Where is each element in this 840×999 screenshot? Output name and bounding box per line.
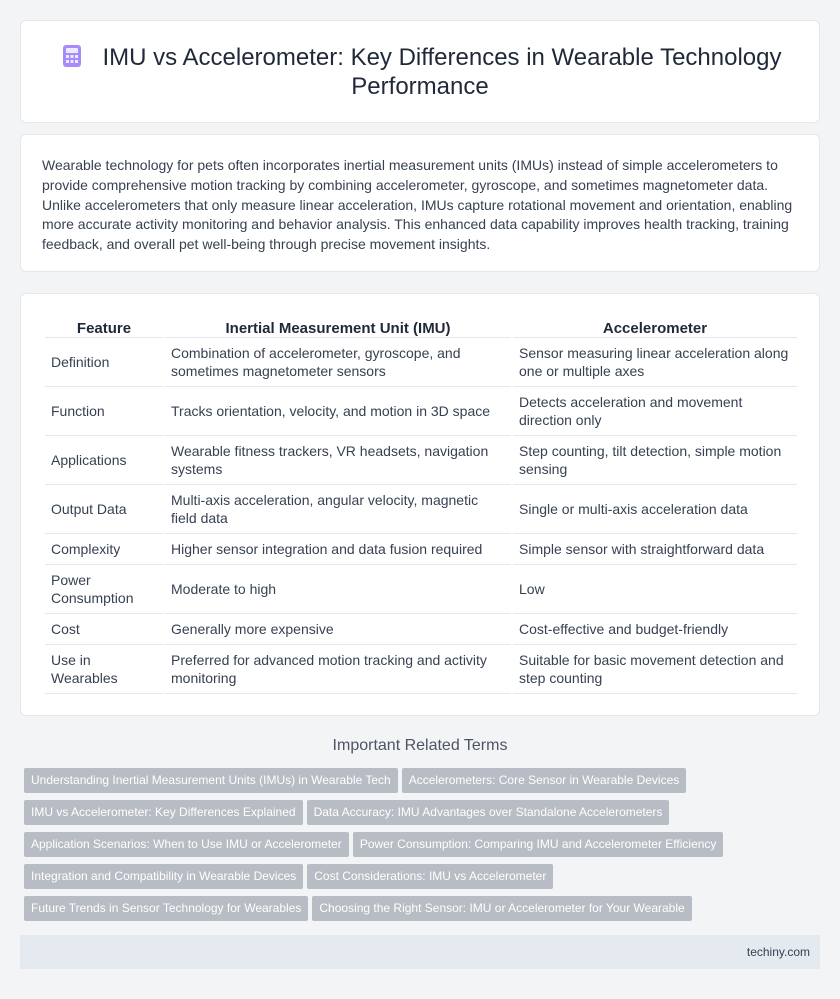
related-terms-list [24, 768, 824, 928]
footer [20, 935, 820, 969]
calculator-icon [59, 43, 85, 69]
table-row [45, 436, 797, 485]
related-term-link[interactable]: Integration and Compatibility in Wearable Devices [24, 864, 303, 889]
table-cell: Higher sensor integration and data fusion required [165, 534, 511, 565]
related-term-link[interactable]: Accelerometers: Core Sensor in Wearable Devices [402, 768, 687, 793]
table-cell: Function [45, 387, 163, 436]
footer-site-link[interactable]: techiny.com [746, 945, 810, 959]
table-cell: Cost [45, 614, 163, 645]
table-cell: Detects acceleration and movement direction only [513, 387, 797, 436]
table-cell: Definition [45, 338, 163, 387]
table-cell: Wearable fitness trackers, VR headsets, navigation systems [165, 436, 511, 485]
table-header-imu: Inertial Measurement Unit (IMU) [165, 316, 511, 338]
intro-paragraph: Wearable technology for pets often incorporates inertial measurement units (IMUs) instead of simple accelerometers to provide comprehensive motion tracking by combining accelerometer, gyroscope, and sometimes magnetometer data. Unlike accelerometers that only measure linear acceleration, IMUs capture rotational movement and orientation, enabling more accurate activity monitoring and behavior analysis. This enhanced data capability improves health tracking, training feedback, and overall pet well-being through precise movement insights. [42, 157, 793, 253]
related-term-link[interactable]: Understanding Inertial Measurement Units (IMUs) in Wearable Tech [24, 768, 398, 793]
table-cell: Moderate to high [165, 565, 511, 614]
page-title [21, 43, 819, 101]
header-card [20, 20, 820, 123]
related-term-link[interactable]: Application Scenarios: When to Use IMU or Accelerometer [24, 832, 349, 857]
related-terms-title: Important Related Terms [332, 737, 508, 754]
table-cell: Power Consumption [45, 565, 163, 614]
page-title-text: IMU vs Accelerometer: Key Differences in Wearable Technology Performance [102, 44, 782, 100]
table-cell: Use in Wearables [45, 645, 163, 694]
table-cell: Simple sensor with straightforward data [513, 534, 797, 565]
comparison-card [20, 293, 820, 716]
table-cell: Combination of accelerometer, gyroscope, and sometimes magnetometer sensors [165, 338, 511, 387]
table-cell: Step counting, tilt detection, simple motion sensing [513, 436, 797, 485]
table-cell: Applications [45, 436, 163, 485]
related-term-link[interactable]: Choosing the Right Sensor: IMU or Accelerometer for Your Wearable [312, 896, 691, 921]
table-cell: Preferred for advanced motion tracking and activity monitoring [165, 645, 511, 694]
table-row [45, 387, 797, 436]
table-row [45, 534, 797, 565]
table-row [45, 645, 797, 694]
table-cell: Sensor measuring linear acceleration along one or multiple axes [513, 338, 797, 387]
table-cell: Cost-effective and budget-friendly [513, 614, 797, 645]
table-row [45, 614, 797, 645]
intro-card [20, 134, 820, 272]
related-term-link[interactable]: Data Accuracy: IMU Advantages over Standalone Accelerometers [307, 800, 670, 825]
table-row [45, 485, 797, 534]
table-cell: Generally more expensive [165, 614, 511, 645]
table-header-accelerometer: Accelerometer [513, 316, 797, 338]
related-term-link[interactable]: IMU vs Accelerometer: Key Differences Explained [24, 800, 303, 825]
table-header-feature: Feature [45, 316, 163, 338]
table-cell: Suitable for basic movement detection and step counting [513, 645, 797, 694]
table-cell: Low [513, 565, 797, 614]
table-row [45, 338, 797, 387]
table-row [45, 565, 797, 614]
table-cell: Single or multi-axis acceleration data [513, 485, 797, 534]
related-term-link[interactable]: Future Trends in Sensor Technology for Wearables [24, 896, 308, 921]
comparison-table [43, 316, 799, 694]
table-cell: Complexity [45, 534, 163, 565]
related-term-link[interactable]: Cost Considerations: IMU vs Accelerometer [307, 864, 553, 889]
table-cell: Output Data [45, 485, 163, 534]
table-cell: Tracks orientation, velocity, and motion in 3D space [165, 387, 511, 436]
table-cell: Multi-axis acceleration, angular velocity, magnetic field data [165, 485, 511, 534]
related-term-link[interactable]: Power Consumption: Comparing IMU and Accelerometer Efficiency [353, 832, 724, 857]
